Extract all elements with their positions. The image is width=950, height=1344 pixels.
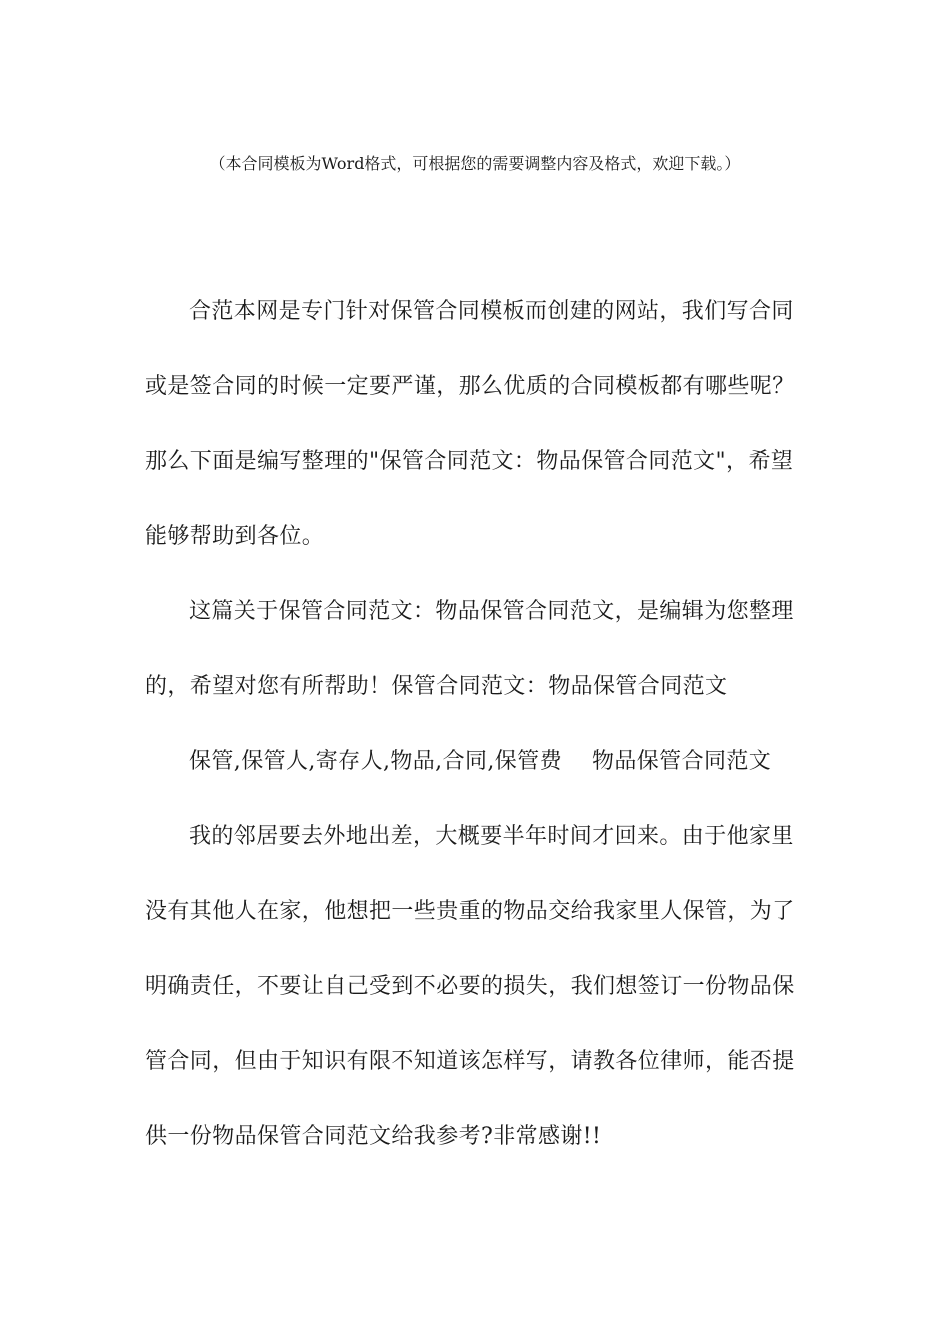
keywords-line bbox=[189, 746, 849, 778]
summary-line-2: 的，希望对您有所帮助！保管合同范文：物品保管合同范文 bbox=[145, 674, 728, 699]
keywords-title: 物品保管合同范文 bbox=[591, 749, 772, 774]
body-line-2: 没有其他人在家，他想把一些贵重的物品交给我家里人保管，为了 bbox=[145, 899, 795, 924]
intro-line-4: 能够帮助到各位。 bbox=[145, 524, 325, 549]
template-note: （本合同模板为Word格式，可根据您的需要调整内容及格式，欢迎下载。） bbox=[209, 154, 741, 173]
body-line-1: 我的邻居要去外地出差，大概要半年时间才回来。由于他家里 bbox=[189, 824, 794, 849]
body-line-5: 供一份物品保管合同范文给我参考?非常感谢!! bbox=[145, 1124, 602, 1149]
body-line-3: 明确责任，不要让自己受到不必要的损失，我们想签订一份物品保 bbox=[145, 974, 795, 999]
body-line-4: 管合同，但由于知识有限不知道该怎样写，请教各位律师，能否提 bbox=[145, 1049, 795, 1074]
intro-line-1: 合范本网是专门针对保管合同模板而创建的网站，我们写合同 bbox=[189, 299, 794, 324]
summary-line-1: 这篇关于保管合同范文：物品保管合同范文，是编辑为您整理 bbox=[189, 599, 794, 624]
keywords-list: 保管,保管人,寄存人,物品,合同,保管费 bbox=[189, 749, 562, 774]
intro-line-2: 或是签合同的时候一定要严谨，那么优质的合同模板都有哪些呢？ bbox=[145, 374, 795, 399]
intro-line-3: 那么下面是编写整理的"保管合同范文：物品保管合同范文"，希望 bbox=[145, 449, 794, 474]
